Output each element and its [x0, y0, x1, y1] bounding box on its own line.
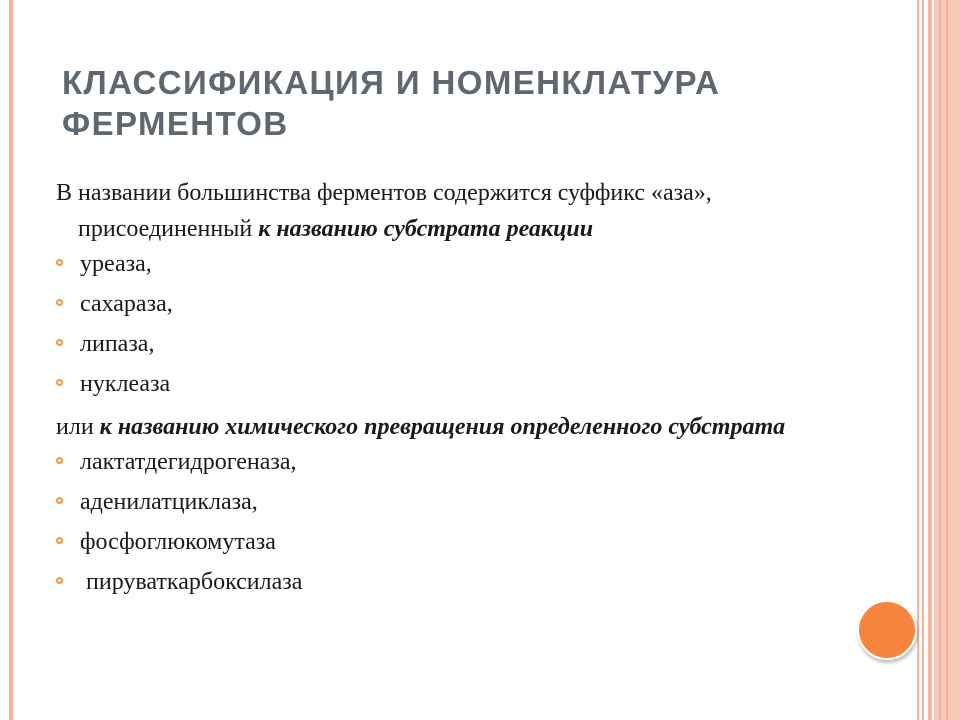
intro-emphasis: к названию субстрата реакции	[258, 216, 594, 242]
right-frame-line-5	[946, 0, 948, 720]
bullet-ring-icon	[56, 339, 63, 346]
bullet-ring-icon	[56, 497, 63, 504]
list-item	[56, 527, 816, 557]
bullet-ring-icon	[56, 259, 63, 266]
intro-text: В названии большинства ферментов содержится суффикс «аза», присоединенный	[56, 180, 712, 242]
enzyme-list-substrate	[56, 249, 816, 399]
right-frame-line-1	[917, 0, 919, 720]
orange-circle-icon	[857, 600, 917, 660]
left-frame-line	[9, 0, 13, 720]
list-item-text: пируваткарбоксилаза	[80, 569, 303, 595]
slide-title: КЛАССИФИКАЦИЯ И НОМЕНКЛАТУРА ФЕРМЕНТОВ	[62, 64, 721, 142]
list-item	[56, 447, 816, 477]
list-item	[56, 567, 816, 597]
list-item-text: сахараза,	[80, 291, 173, 317]
bullet-ring-icon	[56, 457, 63, 464]
bullet-ring-icon	[56, 299, 63, 306]
right-frame-line-2	[922, 0, 924, 720]
bullet-ring-icon	[56, 537, 63, 544]
right-frame-line-3	[928, 0, 932, 720]
list-item	[56, 487, 816, 517]
list-item-text: фосфоглюкомутаза	[80, 529, 276, 555]
list-item-text: уреаза,	[80, 251, 152, 277]
list-item	[56, 369, 816, 399]
right-frame-line-4	[939, 0, 941, 720]
list-item	[56, 249, 816, 279]
list-item-text: аденилатциклаза,	[80, 489, 258, 515]
intro-paragraph	[56, 175, 816, 247]
list-item	[56, 329, 816, 359]
bullet-ring-icon	[56, 379, 63, 386]
bullet-ring-icon	[56, 577, 63, 584]
list-item	[56, 289, 816, 319]
enzyme-list-reaction	[56, 447, 816, 597]
transition-paragraph	[56, 409, 816, 445]
transition-text: или	[56, 414, 100, 440]
transition-emphasis: к названию химического превращения определенного субстрата	[99, 414, 786, 440]
list-item-text: липаза,	[80, 331, 155, 357]
list-item-text: лактатдегидрогеназа,	[80, 449, 297, 475]
slide-content	[56, 175, 816, 607]
list-item-text: нуклеаза	[80, 371, 171, 397]
